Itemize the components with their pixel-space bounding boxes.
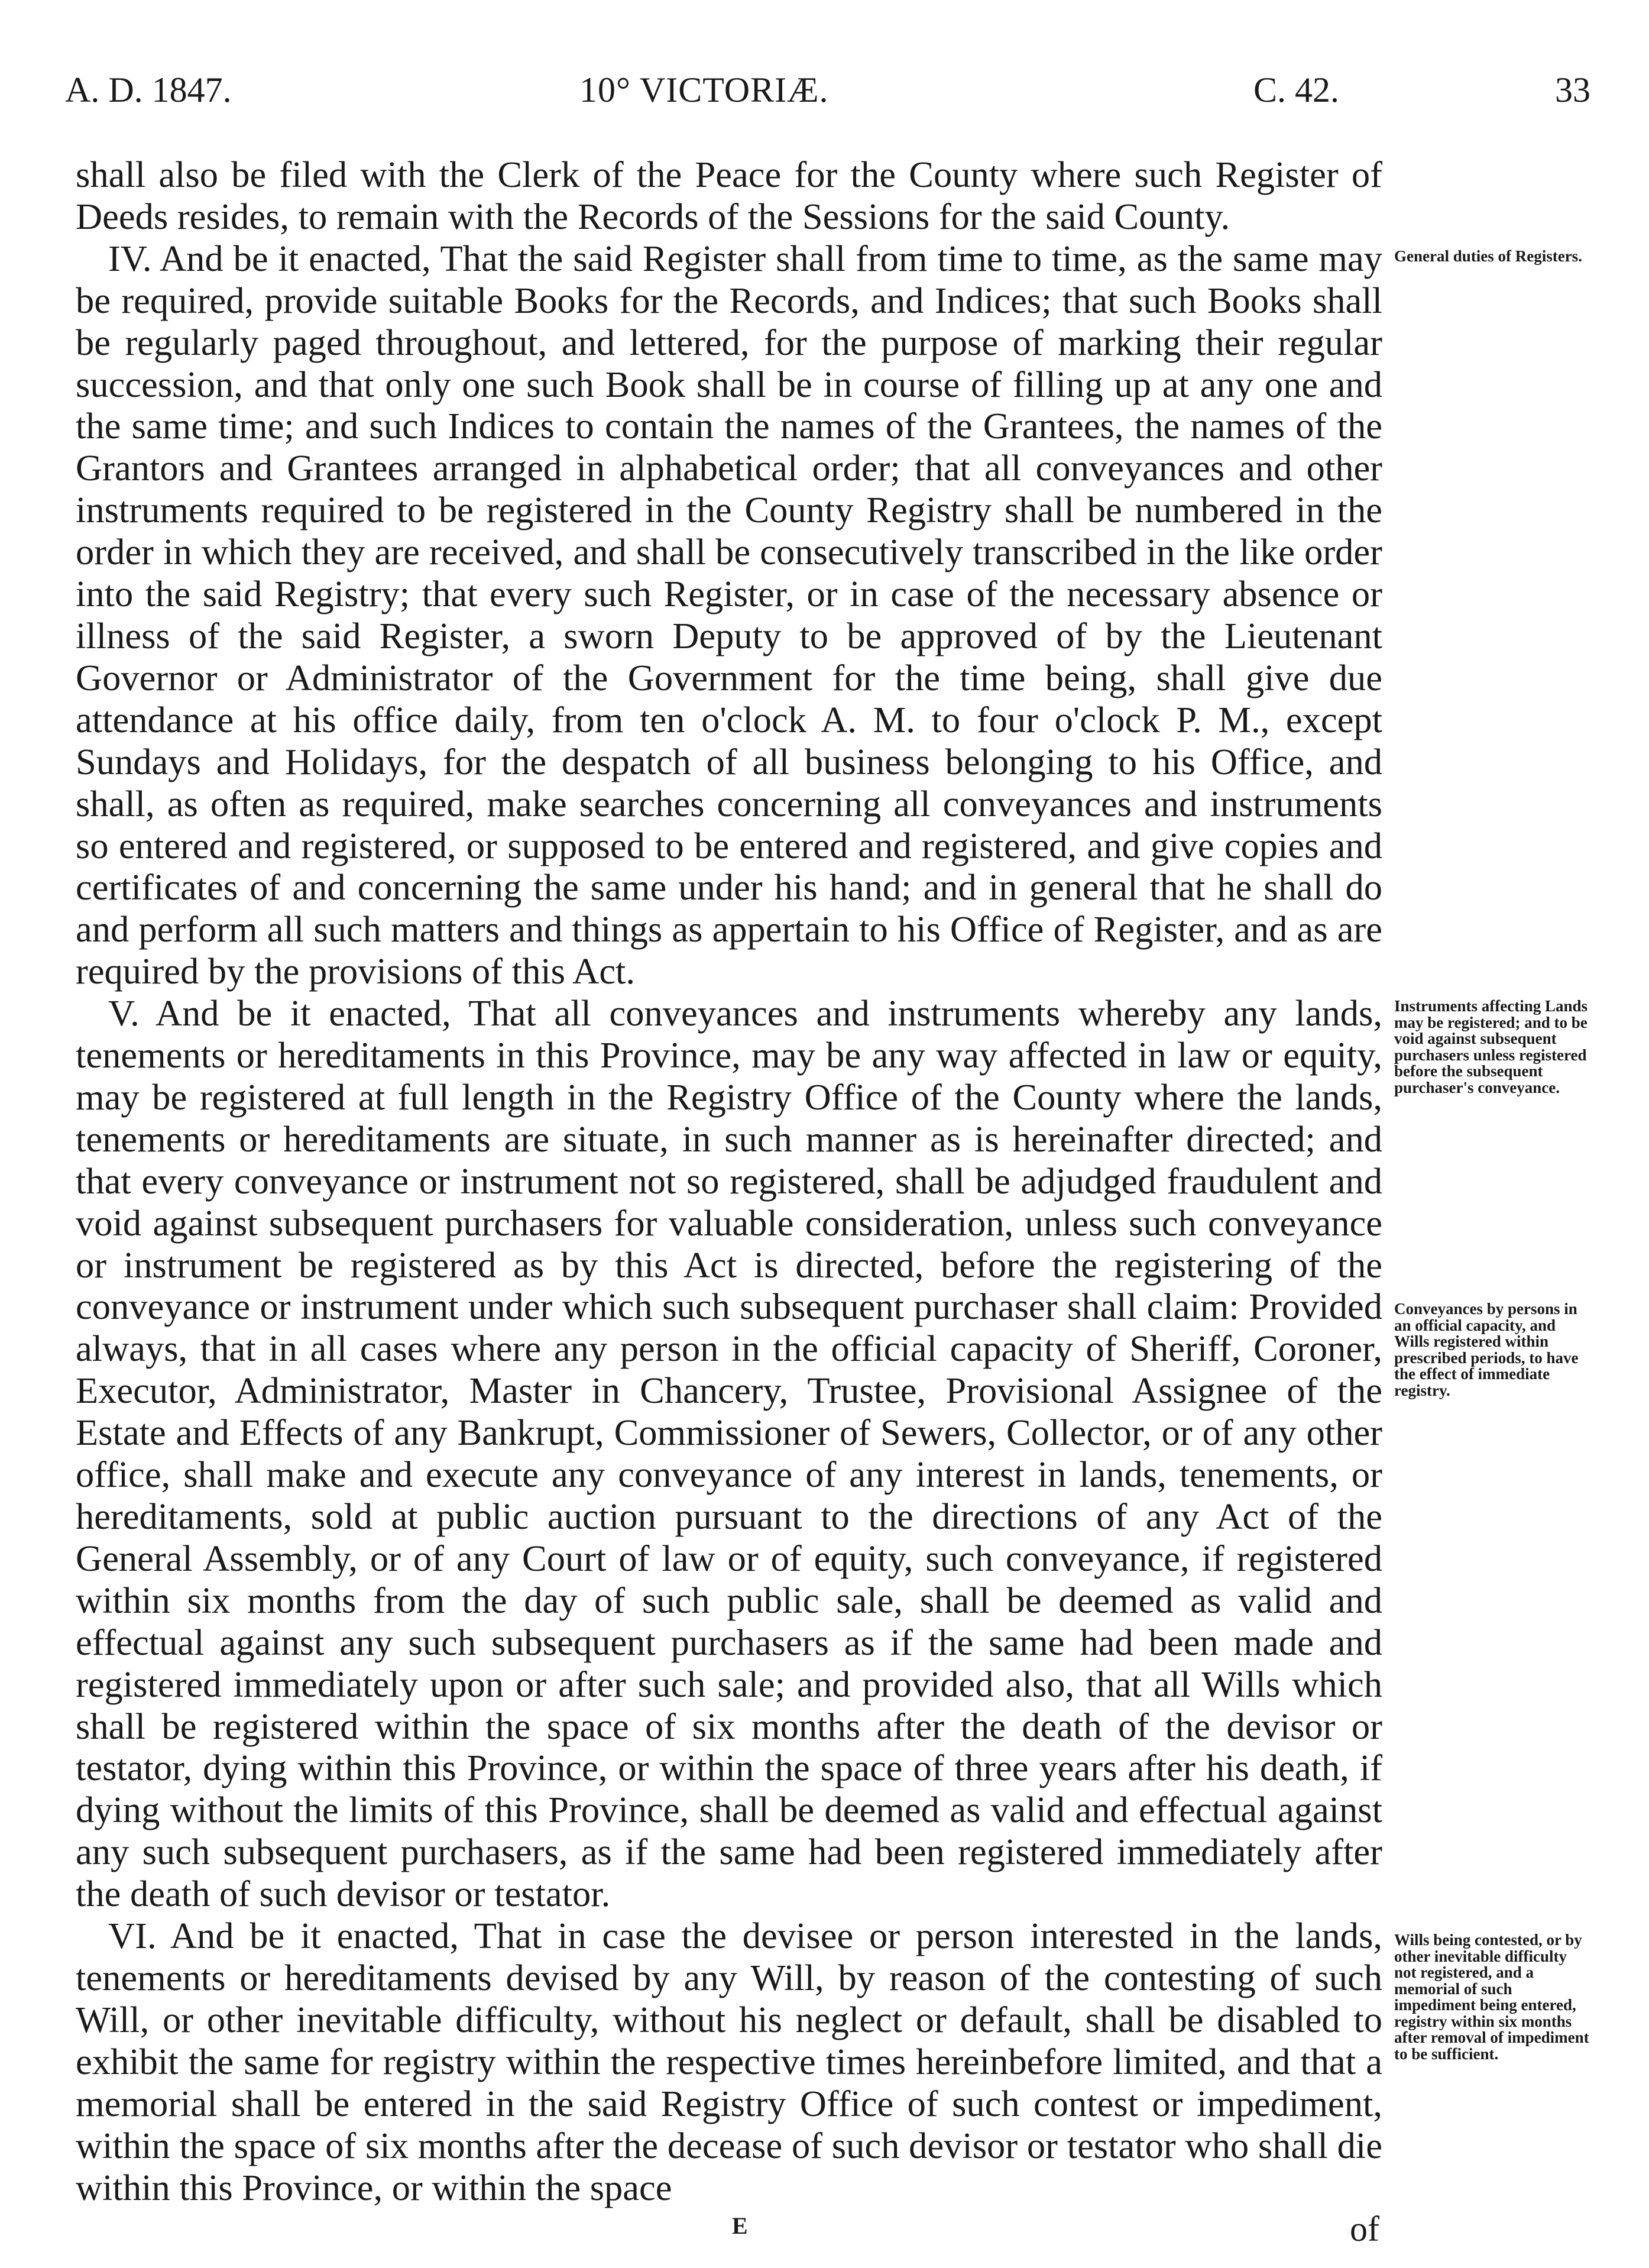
- signature-mark: E: [732, 2212, 748, 2239]
- section-iv: IV. And be it enacted, That the said Register shall from time to time, as the same may be required, provide suitable Books for the Records, and Indices; that such Books shall be regularly paged throughout, and lettered, for the purpose of marking their regular succession, and that only one such Book shall be in course of filling up at any one and the same time; and such Indices to contain the names of the Grantees, the names of the Grantors and Grantees arranged in alphabetical order; that all conveyances and other instruments required to be registered in the County Registry shall be numbered in the order in which they are received, and shall be consecutively transcribed in the like order into the said Registry; that every such Register, or in case of the necessary absence or illness of the said Register, a sworn Deputy to be approved of by the Lieutenant Governor or Administrator of the Government for the time being, shall give due attendance at his office daily, from ten o'clock A. M. to four o'clock P. M., except Sundays and Holidays, for the despatch of all business belonging to his Office, and shall, as often as required, make searches concerning all conveyances and instruments so entered and registered, or supposed to be entered and registered, and give copies and certificates of and concerning the same under his hand; and in general that he shall do and perform all such matters and things as appertain to his Office of Register, and as are required by the provisions of this Act.: [76, 237, 1382, 992]
- marginal-note-section-iv: General duties of Registers.: [1394, 247, 1582, 265]
- running-header: [65, 70, 1596, 123]
- marginal-note-section-vi: Wills being contested, or by other inevitable difficulty not registered, and a memorial of such impediment being entered, registry within six months after removal of impediment to be sufficient.: [1394, 1931, 1589, 2063]
- page-footer: [0, 2209, 1649, 2248]
- header-year: A. D. 1847.: [65, 70, 232, 109]
- catchword: of: [1350, 2209, 1379, 2248]
- page-number: 33: [1555, 70, 1590, 109]
- paragraph-continuation: shall also be filed with the Clerk of the Peace for the County where such Register of Deeds resides, to remain with the Records of the Sessions for the said County.: [76, 154, 1382, 237]
- header-regnal-year: 10° VICTORIÆ.: [579, 70, 829, 109]
- marginal-note-section-v: Instruments affecting Lands may be registered; and to be void against subsequent purchasers unless registered before the subsequent purchaser's conveyance.: [1394, 997, 1588, 1096]
- section-v: V. And be it enacted, That all conveyances and instruments whereby any lands, tenements or hereditaments in this Province, may be any way affected in law or equity, may be registered at full length in the Registry Office of the County where the lands, tenements or hereditaments are situate, in such manner as is hereinafter directed; and that every conveyance or instrument not so registered, shall be adjudged fraudulent and void against subsequent purchasers for valuable consideration, unless such conveyance or instrument be registered as by this Act is directed, before the registering of the conveyance or instrument under which such subsequent purchaser shall claim: Provided always, that in all cases where any person in the official capacity of Sheriff, Coroner, Executor, Administrator, Master in Chancery, Trustee, Provisional Assignee of the Estate and Effects of any Bankrupt, Commissioner of Sewers, Collector, or of any other office, shall make and execute any conveyance of any interest in lands, tenements, or hereditaments, sold at public auction pursuant to the directions of any Act of the General Assembly, or of any Court of law or of equity, such conveyance, if registered within six months from the day of such public sale, shall be deemed as valid and effectual against any such subsequent purchasers as if the same had been made and registered immediately upon or after such sale; and provided also, that all Wills which shall be registered within the space of six months after the death of the devisor or testator, dying within this Province, or within the space of three years after his death, if dying without the limits of this Province, shall be deemed as valid and effectual against any such subsequent purchasers, as if the same had been registered immediately after the death of such devisor or testator.: [76, 992, 1382, 1915]
- marginal-note-section-v-proviso: Conveyances by persons in an official capacity, and Wills registered within prescribed periods, to have the effect of immediate registry.: [1394, 1300, 1579, 1399]
- section-vi: VI. And be it enacted, That in case the devisee or person interested in the lands, tenements or hereditaments devised by any Will, by reason of the contesting of such Will, or other inevitable difficulty, without his neglect or default, shall be disabled to exhibit the same for registry within the respective times hereinbefore limited, and that a memorial shall be entered in the said Registry Office of such contest or impediment, within the space of six months after the decease of such devisor or testator who shall die within this Province, or within the space: [76, 1915, 1382, 2208]
- header-chapter: C. 42.: [1253, 70, 1340, 109]
- main-text: [76, 154, 1382, 2208]
